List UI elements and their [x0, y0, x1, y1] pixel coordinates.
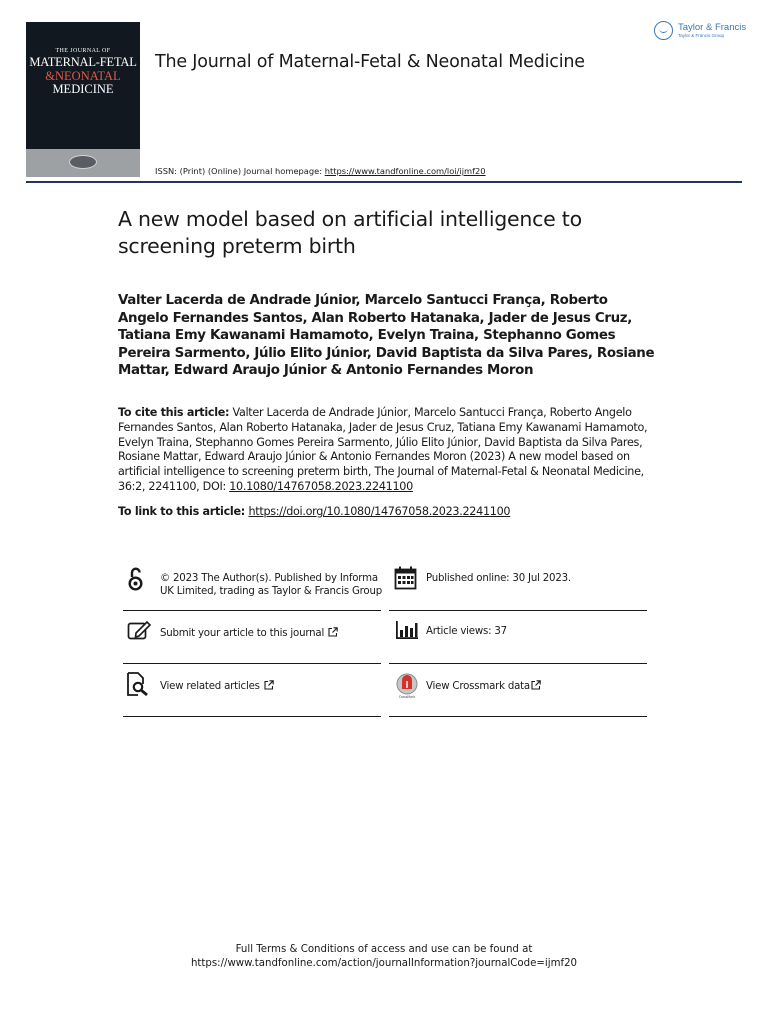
issn-line [155, 166, 486, 176]
bar-chart-icon [395, 620, 419, 640]
crossmark-badge-label: CrossMark [398, 695, 416, 699]
external-link-icon [264, 680, 274, 690]
submit-article-link[interactable] [160, 627, 386, 641]
article-link [118, 505, 658, 520]
crossmark-label: View Crossmark data [426, 681, 530, 692]
crossmark-badge [396, 673, 418, 701]
edit-icon [127, 619, 153, 641]
published-date: Published online: 30 Jul 2023. [426, 573, 571, 584]
publisher-logo[interactable] [654, 21, 746, 40]
info-divider [123, 663, 381, 664]
info-divider [389, 610, 647, 611]
article-authors: Valter Lacerda de Andrade Júnior, Marcelo Santucci França, Roberto Angelo Fernandes Santos, Alan Roberto Hatanaka, Jader de Jesus Cruz, Tatiana Emy Kawanami Hamamoto, Evelyn Traina, Stephanno Gomes Pereira Sarmento, Júlio Elito Júnior, David Baptista da Silva Pares, Rosiane Mattar, Edward Araujo Júnior & Antonio Fernandes Moron [118, 293, 655, 378]
info-divider [389, 716, 647, 717]
info-divider [123, 610, 381, 611]
citation [118, 406, 658, 495]
cover-text [26, 48, 140, 96]
article-title: A new model based on artificial intelligence to screening preterm birth [118, 207, 582, 258]
submit-article-label: Submit your article to this journal [160, 628, 325, 639]
journal-title: The Journal of Maternal-Fetal & Neonatal Medicine [155, 52, 585, 72]
calendar-icon [394, 566, 417, 590]
article-doi-link[interactable]: https://doi.org/10.1080/14767058.2023.2241100 [248, 505, 511, 518]
issn-label: ISSN: (Print) (Online) Journal homepage: [155, 166, 325, 176]
info-divider [123, 716, 381, 717]
article-link-label: To link to this article: [118, 505, 249, 518]
related-articles-label: View related articles [160, 681, 260, 692]
external-link-icon [328, 627, 338, 637]
journal-homepage-link[interactable]: https://www.tandfonline.com/loi/ijmf20 [324, 166, 486, 176]
publisher-subname: Taylor & Francis Group [678, 32, 725, 38]
footer [0, 943, 768, 971]
cover-line-3: &NEONATAL [45, 68, 121, 83]
search-document-icon [127, 672, 149, 696]
citation-doi-link[interactable]: 10.1080/14767058.2023.2241100 [229, 479, 413, 493]
article-views: Article views: 37 [426, 626, 507, 637]
citation-label: To cite this article: [118, 406, 230, 419]
cover-line-4: MEDICINE [52, 82, 114, 96]
cover-line-1: THE JOURNAL OF [55, 48, 111, 54]
cover-line-2: MATERNAL-FETAL [29, 55, 137, 69]
related-articles-link[interactable] [160, 680, 386, 694]
publisher-logo-icon [654, 21, 673, 40]
header-divider [26, 181, 742, 183]
crossmark-link[interactable] [426, 680, 646, 694]
journal-cover [26, 22, 140, 177]
footer-terms: Full Terms & Conditions of access and use can be found at [235, 944, 533, 955]
info-divider [389, 663, 647, 664]
external-link-icon [531, 680, 541, 690]
publisher-name: Taylor & Francis [678, 22, 747, 33]
open-access-icon [127, 566, 144, 592]
footer-terms-url[interactable]: https://www.tandfonline.com/action/journalInformation?journalCode=ijmf20 [190, 958, 578, 969]
open-access-statement: © 2023 The Author(s). Published by Informa UK Limited, trading as Taylor & Francis Group [160, 573, 382, 597]
crossmark-icon [396, 673, 418, 695]
cover-badge-icon [69, 155, 97, 169]
citation-text: Valter Lacerda de Andrade Júnior, Marcelo Santucci França, Roberto Angelo Fernandes Santos, Alan Roberto Hatanaka, Jader de Jesus Cruz, Tatiana Emy Kawanami Hamamoto, Evelyn Traina, Stephanno Gomes Pereira Sarmento, Júlio Elito Júnior, David Baptista da Silva Pares, Rosiane Mattar, Edward Araujo Júnior & Antonio Fernandes Moron (2023) A new model based on artificial intelligence to screening preterm birth, The Journal of Maternal-Fetal & Neonatal Medicine, 36:2, 2241100, DOI: [118, 406, 648, 493]
